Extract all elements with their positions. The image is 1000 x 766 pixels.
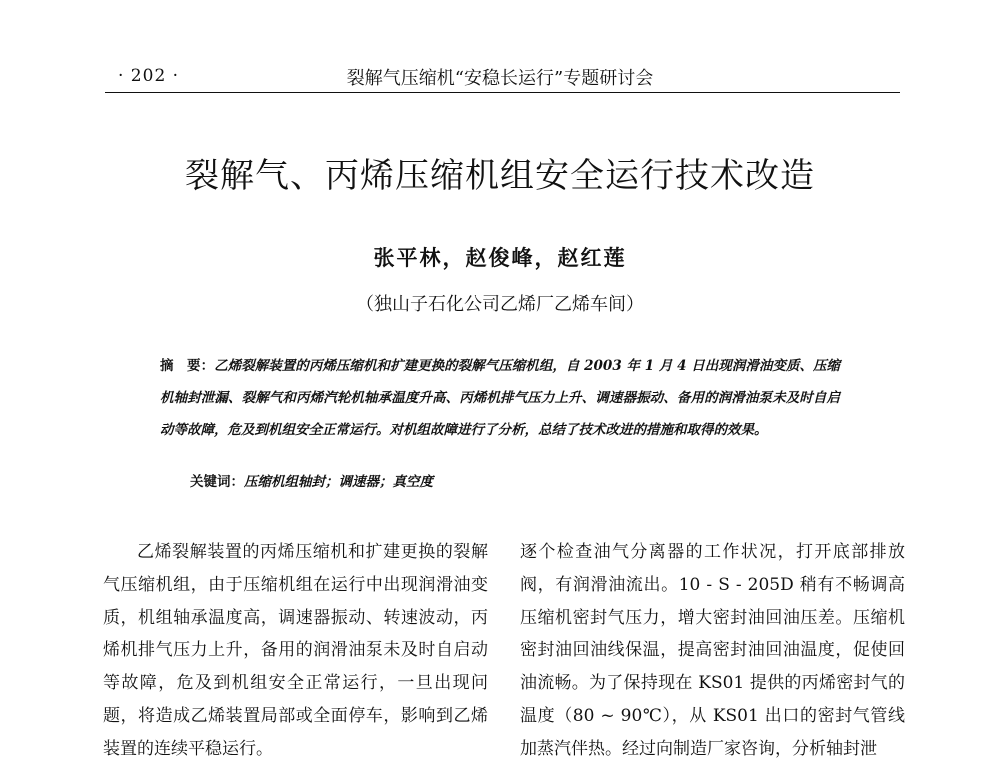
header-divider (105, 92, 900, 93)
body-left-column: 乙烯裂解装置的丙烯压缩机和扩建更换的裂解气压缩机组，由于压缩机组在运行中出现润滑油变质，机组轴承温度高，调速器振动、转速波动，丙烯机排气压力上升，备用的润滑油泵未及时自启动等故障，危及到机组安全正常运行，一旦出现问题，将造成乙烯装置局部或全面停车，影响到乙烯装置的连续平稳运行。 (103, 542, 488, 759)
abstract (160, 350, 840, 446)
article-authors: 张平林，赵俊峰，赵红莲 (373, 245, 627, 270)
page-number: · 202 · (118, 66, 180, 86)
keywords-text: 压缩机组轴封；调速器；真空度 (244, 474, 433, 490)
abstract-text: 乙烯裂解装置的丙烯压缩机和扩建更换的裂解气压缩机组，自 2003 年 1 月 4 日出现润滑油变质、压缩机轴封泄漏、裂解气和丙烯汽轮机轴承温度升高、丙烯机排气压力上升、调速器振动、备用的润滑油泵未及时自启动等故障，危及到机组安全正常运行。对机组故障进行了分析，总结了技术改进的措施和取得的效果。 (160, 358, 841, 438)
keywords (190, 470, 840, 490)
running-title: 裂解气压缩机“安稳长运行”专题研讨会 (346, 68, 654, 89)
keywords-label: 关键词： (190, 474, 244, 490)
body-right-column: 逐个检查油气分离器的工作状况，打开底部排放阀，有润滑油流出。10 - S - 205D 稍有不畅调高压缩机密封气压力，增大密封油回油压差。压缩机密封油回油线保温，提高密封油回油温度，促使回油流畅。为了保持现在 KS01 提供的丙烯密封气的温度（80 ~ 90℃），从 KS01 出口的密封气管线加蒸汽伴热。经过向制造厂家咨询，分析轴封泄 (520, 542, 905, 759)
article-affiliation: （独山子石化公司乙烯厂乙烯车间） (356, 294, 644, 315)
article-title: 裂解气、丙烯压缩机组安全运行技术改造 (185, 156, 815, 196)
abstract-label: 摘 要： (160, 358, 215, 374)
